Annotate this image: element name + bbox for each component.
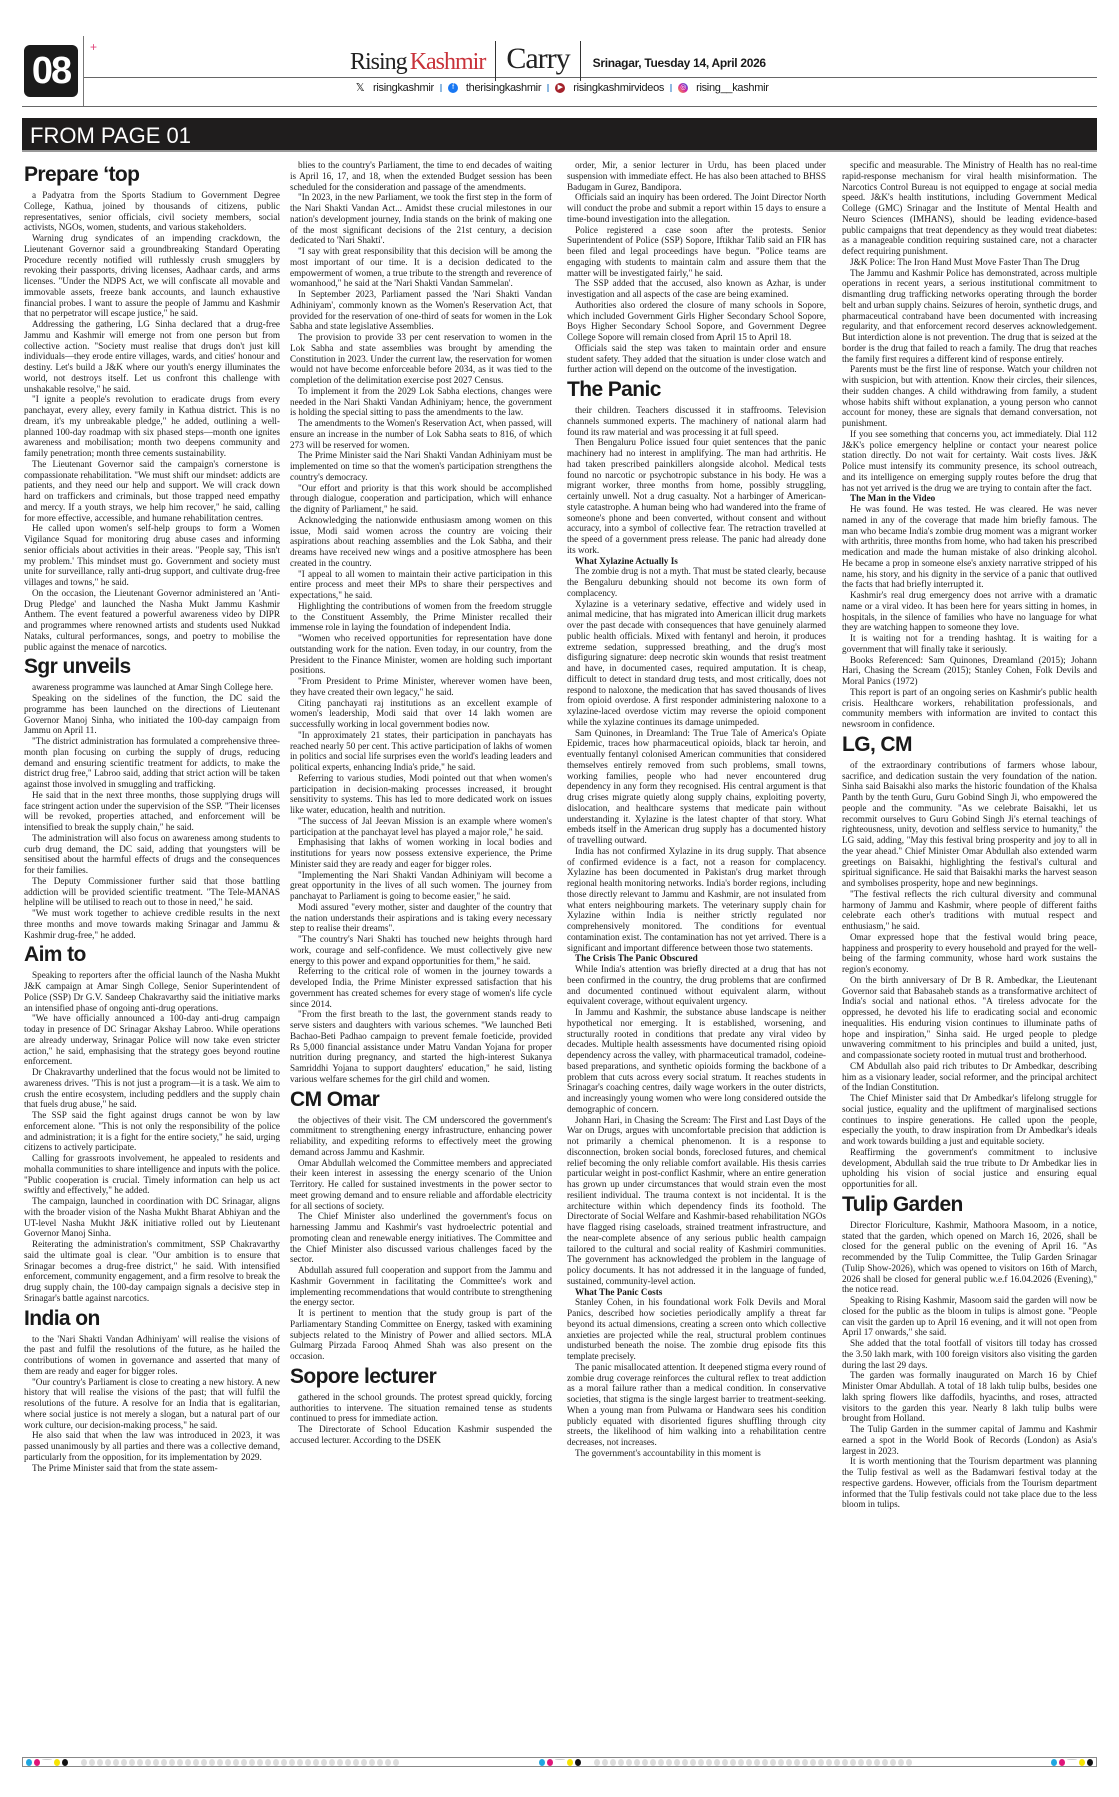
- article-paragraph: The provision to provide 33 per cent reservation to women in the Lok Sabha and state assemblies was brought by amending the Constitution in 2023. Under the current law, the reservation for women would not have become enforceable before 2034, as it was tied to the completion of the delimitation exercise post 2027 Census.: [290, 332, 552, 385]
- article-paragraph: It is worth mentioning that the Tourism department was planning the Tulip festival as well as the Badamwari festival today at the respective gardens. However, officials from the Tourism department informed that the Tulip festivals could not take place due to the less bloom in tulips.: [842, 1456, 1097, 1510]
- article-paragraph: The Lieutenant Governor said the campaign's cornerstone is compassionate rehabilitation. "We must shift our mindset: addicts are patients, and they need our help and support. We will crack down hard on traffickers and criminals, but those trapped need empathy and mercy. If a youth strays, we help him recover," he said, calling for more effective, accessible, and humane rehabilitation centres.: [24, 458, 280, 523]
- article-paragraph: Acknowledging the nationwide enthusiasm among women on this issue, Modi said women across the country are voicing their aspirations about reaching assemblies and the Lok Sabha, and their dreams have received new wings and a positive atmosphere has been created in the country.: [290, 514, 552, 568]
- article-paragraph: "From President to Prime Minister, wherever women have been, they have created their own legacy," he said.: [290, 676, 552, 697]
- article-paragraph: "Implementing the Nari Shakti Vandan Adhiniyam will become a great opportunity in the lives of all such women. The journey from panchayat to Parliament is going to become easier," he said.: [290, 869, 552, 901]
- instagram-icon: ◎: [678, 83, 688, 93]
- article-paragraph: awareness programme was launched at Amar Singh College here.: [32, 682, 274, 693]
- facebook-icon: f: [448, 83, 458, 93]
- article-subheading: What Xylazine Actually Is: [575, 555, 678, 566]
- divider: [670, 84, 672, 92]
- article-headline: The Panic: [567, 378, 661, 401]
- article-paragraph: Authorities also ordered the closure of many schools in Sopore, which included Government Girls Higher Secondary School Sopore, Boys Higher Secondary School Sopore, and Government Degree College Sopore will remain closed from April 15 to April 18.: [567, 299, 826, 342]
- article-paragraph: J&K Police: The Iron Hand Must Move Faster Than The Drug: [850, 256, 1080, 267]
- article-paragraph: Omar expressed hope that the festival would bring peace, happiness and prosperity to every household and prayed for the well-being of the farming community, whose hard work sustains the region's economy.: [842, 931, 1097, 974]
- article-paragraph: The government's accountability in this moment is: [575, 1447, 761, 1458]
- article-paragraph: Then Bengaluru Police issued four quiet sentences that the panic machinery had no interest in amplifying. The man had arthritis. He had taken prescribed painkillers alongside alcohol. Medical tests found no narcotic or psychotropic substance in his body. He was a migrant worker, three months from home, possibly struggling, certainly unwell. Not a drug casualty. Not a harbinger of American-style catastrophe. A human being who had wandered into the frame of someone's phone and been converted, without consent and without accuracy, into a symbol of collective fear. The retraction travelled at the speed of a government press release. The panic had already done its work.: [567, 437, 826, 555]
- article-paragraph: Dr Chakravarthy underlined that the focus would not be limited to awareness drives. "This is not just a program—it is a task. We aim to crush the entire ecosystem, including peddlers and the supply chain that fuels drug abuse," he said.: [24, 1067, 280, 1110]
- article-headline: Tulip Garden: [842, 1192, 963, 1216]
- header-rule-bottom: [22, 106, 1097, 107]
- column-4: [842, 160, 1097, 1742]
- article-paragraph: Kashmir's real drug emergency does not arrive with a dramatic name or a viral video. It has been here for years sitting in homes, in hospitals, in the silence of families who have no language for what they are watching happen to someone they love.: [842, 590, 1097, 633]
- social-handle[interactable]: risingkashmirvideos: [573, 82, 665, 94]
- article-paragraph: Speaking on the sidelines of the function, the DC said the programme has been launched on the directions of Lieutenant Governor Manoj Sinha, who initiated the 100-day campaign from Jammu on April 11.: [24, 693, 280, 736]
- header-rule: [84, 77, 1097, 78]
- article-paragraph: In September 2023, Parliament passed the 'Nari Shakti Vandan Adhiniyam', commonly known as the Women's Reservation Act, that provided for the reservation of one-third of seats for women in the Lok Sabha and state legislative Assemblies.: [290, 289, 552, 332]
- article-paragraph: "From the first breath to the last, the government stands ready to serve sisters and daughters with various schemes. "We launched Beti Bachao-Beti Padhao campaign to prevent female foeticide, provided Rs 5,000 financial assistance under Matru Vandan Yojana for proper nutrition during pregnancy, and started the high-interest Sukanya Samriddhi Yojana to support daughters' education," he said, listing various welfare schemes for the girl child and women.: [290, 1009, 552, 1084]
- article-paragraph: "In approximately 21 states, their participation in panchayats has reached nearly 50 per cent. This active participation of lakhs of women in politics and social life surprises even the world's leading leaders and political experts, enhancing India's pride," he said.: [290, 729, 552, 772]
- column-1: [24, 160, 280, 1742]
- article-paragraph: to the 'Nari Shakti Vandan Adhiniyam' will realise the visions of the past and fulfil the resolutions of the future, as he hailed the contributions of women in governance and asserted that many of them are ready and eager for bigger roles.: [24, 1333, 280, 1376]
- article-paragraph: Sam Quinones, in Dreamland: The True Tale of America's Opiate Epidemic, traces how pharmaceutical opioids, black tar heroin, and eventually fentanyl colonised American communities that considered themselves entirely removed from such problems, small towns, working families, people who had never encountered drug dependency in any form they recognised. His central argument is that drug crises migrate quietly along supply chains, exploiting poverty, dislocation, and healthcare systems that medicate pain without understanding it. Xylazine is the latest chapter of that story. What embeds itself in the American drug supply has a documented history of travelling outward.: [567, 727, 826, 845]
- article-paragraph: "The district administration has formulated a comprehensive three-month plan focusing on curbing the supply of drugs, reducing demand and ensuring scientific treatment for addicts, to make the district drug free," Labroo said, adding that strict action will be taken against those involved in smuggling and trafficking.: [24, 736, 280, 789]
- article-subheading: The Man in the Video: [850, 493, 936, 504]
- article-paragraph: Addressing the gathering, LG Sinha declared that a drug-free Jammu and Kashmir will emerge not from one person but from collective action. "Society must realise that drugs don't just kill individuals—they erode entire villages, wards, and cities' honour and destiny. Let's build a J&K where our youth's energy illuminates the world, not destroys itself. Let us confront this challenge with unshakable resolve," he said.: [24, 319, 280, 394]
- article-paragraph: The Chief Minister also underlined the government's focus on harnessing Jammu and Kashmir's vast hydroelectric potential and promoting clean and renewable energy initiatives. The Committee and the Chief Minister also discussed various challenges faced by the sector.: [290, 1211, 552, 1265]
- article-paragraph: "I appeal to all women to maintain their active participation in this entire process and meet their MPs to share their perspectives and expectations," he said.: [290, 568, 552, 600]
- article-paragraph: Omar Abdullah welcomed the Committee members and appreciated their keen interest in assessing the energy scenario of the Union Territory. He called for sustained investments in the power sector to meet growing demand and to ensure reliable and affordable electricity for all sections of society.: [290, 1157, 552, 1211]
- grey-dots: [584, 1759, 1049, 1766]
- article-paragraph: Highlighting the contributions of women from the freedom struggle to the Constituent Assembly, the Prime Minister recalled their immense role in laying the foundation of independent India.: [290, 600, 552, 633]
- article-paragraph: The Prime Minister said the Nari Shakti Vandan Adhiniyam must be implemented on time so that the women's participation strengthens the country's democracy.: [290, 450, 552, 482]
- article-paragraph: It is waiting not for a trending hashtag. It is waiting for a government that will finally take it seriously.: [842, 633, 1097, 654]
- article-paragraph: Citing panchayati raj institutions as an excellent example of women's leadership, Modi said that over 14 lakh women are successfully working in local government bodies now.: [290, 697, 552, 729]
- social-handle[interactable]: therisingkashmir: [465, 82, 542, 94]
- dateline: Srinagar, Tuesday 14, April 2026: [592, 56, 766, 70]
- article-paragraph: This report is part of an ongoing series on Kashmir's public health crisis. Healthcare workers, rehabilitation professionals, and community members with information are invited to contact this newsroom in confidence.: [842, 686, 1097, 729]
- divider: [547, 84, 549, 92]
- article-paragraph: He also said that when the law was introduced in 2023, it was passed unanimously by all parties and there was a collective demand, particularly from the opposition, for its implementation by 2029.: [24, 1430, 280, 1462]
- article-paragraph: The panic misallocated attention. It deepened stigma every round of zombie drug coverage reinforces the cultural reflex to treat addiction as a moral failure rather than a medical condition. In conservative societies, that stigma is the single largest barrier to treatment-seeking. When a young man from Pulwama or Handwara sees his condition publicly equated with disoriented figures shuffling through city streets, the likelihood of him walking into a rehabilitation centre decreases, not increases.: [567, 1361, 826, 1447]
- article-paragraph: "Our country's Parliament is close to creating a new history. A new history that will realise the visions of the past; that will fulfil the resolutions of the future. A resolve for an India that is egalitarian, where social justice is not merely a slogan, but a natural part of our work culture, our decision-making process," he said.: [24, 1376, 280, 1430]
- youtube-icon: ▶: [555, 83, 565, 93]
- masthead-separator: [580, 41, 581, 81]
- article-headline: India on: [24, 1306, 100, 1330]
- social-handles: [355, 82, 769, 94]
- article-paragraph: On the birth anniversary of Dr B R. Ambedkar, the Lieutenant Governor said that Babasaheb stands as a transformative architect of India's social and national ethos. "A tireless advocate for the oppressed, he devoted his life to eradicating social and economic inequalities. His enduring vision continues to illuminate paths of hope and inspiration," Sinha said. He urged people to pledge unwavering commitment to his principles and build a united, just, and compassionate society rooted in mutual trust and brotherhood.: [842, 974, 1097, 1060]
- article-headline: Sopore lecturer: [290, 1364, 437, 1388]
- article-paragraph: Reaffirming the government's commitment to inclusive development, Abdullah said the true tribute to Dr Ambedkar lies in upholding his vision of social justice and ensuring equal opportunities for all.: [842, 1146, 1097, 1189]
- article-paragraph: India has not confirmed Xylazine in its drug supply. That absence of confirmed evidence is a fact, not a reason for complacency. Xylazine has been documented in Pakistan's drug market through regional health monitoring networks. India's border regions, including those directly relevant to Jammu and Kashmir, are not insulated from what enters neighbouring markets. The veterinary supply chain for Xylazine within India is neither strictly regulated nor comprehensively monitored. The conditions for eventual contamination exist. The contamination has not yet arrived. There is a significant and important difference between those two statements.: [567, 845, 826, 953]
- article-paragraph: their children. Teachers discussed it in staffrooms. Television channels summoned experts. The machinery of national alarm had found its raw material and was processing it at full speed.: [567, 405, 826, 437]
- article-paragraph: If you see something that concerns you, act immediately. Dial 112 J&K's police emergency helpline or contact your nearest police station directly. Do not wait for certainty. Wait costs lives. J&K Police must intensify its community presence, its school outreach, and its intelligence on emerging supply routes before the drug that has not yet arrived is the drug we are trying to contain after the fact.: [842, 428, 1097, 493]
- article-paragraph: It is pertinent to mention that the study group is part of the Parliamentary Standing Committee on Energy, tasked with examining subjects related to the Ministry of Power and allied sectors. MLA Gulmarg Pirzada Farooq Ahmed Shah was also present on the occasion.: [290, 1308, 552, 1361]
- section-banner: FROM PAGE 01: [22, 118, 1097, 152]
- article-paragraph: Xylazine is a veterinary sedative, effective and widely used in animal medicine, that has migrated into American illicit drug markets over the past decade with consequences that have genuinely alarmed public health officials. Mixed with fentanyl and heroin, it produces extreme sedation, suppressed breathing, and the drug's most disfiguring signature: deep necrotic skin wounds that resist treatment and have, in documented cases, required amputation. It is cheap, difficult to detect in standard drug tests, and most critically, does not respond to naloxone, the medication that has saved thousands of lives from opioid overdose. A first responder administering naloxone to a xylazine-laced overdose victim may reverse the opioid component while the xylazine continues its damage unimpeded.: [567, 598, 826, 727]
- article-paragraph: "The success of Jal Jeevan Mission is an example where women's participation at the panchayat level has played a major role," he said.: [290, 815, 552, 837]
- article-paragraph: To implement it from the 2029 Lok Sabha elections, changes were needed in the Nari Shakti Vandan Adhiniyam; hence, the government is holding the special sitting to pass the amendments to the law.: [290, 385, 552, 418]
- cmyk-marks: [23, 1759, 71, 1766]
- article-headline: Sgr unveils: [24, 655, 131, 679]
- article-paragraph: gathered in the school grounds. The protest spread quickly, forcing authorities to intervene. The situation remained tense as students continued to press for immediate action.: [290, 1391, 552, 1424]
- article-paragraph: order, Mir, a senior lecturer in Urdu, has been placed under suspension with immediate effect. He has also been attached to BHSS Badugam in Gurez, Bandipora.: [567, 160, 826, 192]
- article-paragraph: She added that the total footfall of visitors till today has crossed the 3.50 lakh mark, with 100 foreign visitors also visiting the garden during the last 29 days.: [842, 1338, 1097, 1370]
- article-paragraph: Reiterating the administration's commitment, SSP Chakravarthy said the ultimate goal is clear. "Our ambition is to ensure that Srinagar becomes a drug-free district," he said. With intensified enforcement, community engagement, and a firm resolve to break the drug supply chain, the 100-day campaign signals a decisive step in Srinagar's battle against narcotics.: [24, 1239, 280, 1303]
- article-paragraph: The Jammu and Kashmir Police has demonstrated, across multiple operations in recent years, a serious institutional commitment to dismantling drug trafficking networks operating through the border belt and urban supply chains. Seizures of heroin, synthetic drugs, and pharmaceutical contraband have been documented with increasing regularity, and that enforcement record deserves acknowledgement. But interdiction alone is not prevention. The drug that is seized at the border is the drug that failed to reach a family. The drug that reaches the family first requires a different kind of response entirely.: [842, 267, 1097, 364]
- masthead: [350, 42, 766, 76]
- article-paragraph: "I ignite a people's revolution to eradicate drugs from every panchayat, every alley, every family in Kathua district. This is no dream, it's my unbreakable pledge," he added, outlining a well-planned 100-day roadmap with six phased steps—month one ignites awareness and mobilisation; month two deepens community and family penetration; month three cements sustainability.: [24, 394, 280, 458]
- article-paragraph: The administration will also focus on awareness among students to curb drug demand, the DC said, adding that youngsters will be sensitised about the harmful effects of drugs and the consequences for their families.: [24, 832, 280, 875]
- article-paragraph: "Women who received opportunities for representation have done outstanding work for the nation. Even today, in our country, from the President to the Finance Minister, women are holding such important positions.: [290, 633, 552, 676]
- article-paragraph: Stanley Cohen, in his foundational work Folk Devils and Moral Panics, described how societies periodically amplify a threat far beyond its actual dimensions, creating a screen onto which collective anxieties are projected while the real, structural problem continues undisturbed beneath the noise. The zombie drug episode fits this template precisely.: [567, 1297, 826, 1361]
- article-paragraph: The Directorate of School Education Kashmir suspended the accused lecturer. According to the DSEK: [290, 1424, 552, 1445]
- article-paragraph: The SSP added that the accused, also known as Azhar, is under investigation and all aspects of the case are being examined.: [567, 278, 826, 299]
- article-paragraph: The Deputy Commissioner further said that those battling addiction will be provided scientific treatment. "The Tele-MANAS helpline will be utilised to reach out to those in need," he said.: [24, 875, 280, 908]
- article-paragraph: CM Abdullah also paid rich tributes to Dr Ambedkar, describing him as a visionary leader, social reformer, and the principal architect of the Indian Constitution.: [842, 1060, 1097, 1093]
- article-paragraph: The Tulip Garden in the summer capital of Jammu and Kashmir earned a spot in the World Book of Records (London) as Asia's largest in 2023.: [842, 1424, 1097, 1456]
- x-icon: 𝕏: [355, 82, 365, 94]
- article-paragraph: Director Floriculture, Kashmir, Mathoora Masoom, in a notice, stated that the garden, which opened on March 16, 2026, shall be closed for the general public on the evening of April 16. "As recommended by the Tulip Committee, the Tulip Garden Srinagar (Tulip Show-2026), which was opened to visitors on 16th of March, 2026 shall be closed for general public w.e.f 16.04.2026 (Evening)," the notice read.: [842, 1219, 1097, 1295]
- article-paragraph: Referring to the critical role of women in the journey towards a developed India, the Prime Minister expressed satisfaction that his government has created schemes for every stage of women's life cycle since 2014.: [290, 966, 552, 1009]
- divider: [440, 84, 442, 92]
- social-handle[interactable]: risingkashmir: [373, 82, 434, 94]
- article-headline: CM Omar: [290, 1087, 380, 1111]
- article-paragraph: The campaign, launched in coordination with DC Srinagar, aligns with the broader vision of the Nasha Mukht Bharat Abhiyan and the UT-level Nasha Mukht J&K initiative rolled out by Lieutenant Governor Manoj Sinha.: [24, 1196, 280, 1239]
- article-paragraph: The SSP said the fight against drugs cannot be won by law enforcement alone. "This is not only the responsibility of the police and administration; it is a fight for the entire society," he said, urging citizens to actively participate.: [24, 1110, 280, 1153]
- article-paragraph: "The festival reflects the rich cultural diversity and communal harmony of Jammu and Kashmir, where people of different faiths celebrate each other's traditions with mutual respect and enthusiasm," he said.: [842, 888, 1097, 931]
- article-paragraph: The Prime Minister said that from the state assem-: [32, 1462, 218, 1473]
- article-paragraph: of the extraordinary contributions of farmers whose labour, sacrifice, and dedication sustain the very foundation of the nation. Sinha said Baisakhi also marks the historic foundation of the Khalsa Panth by the tenth Guru, Guru Gobind Singh Ji, who empowered the people and the community. "As we celebrate Baisakhi, let us recommit ourselves to Guru Gobind Singh Ji's eternal teachings of righteousness, unity, devotion and selfless service to humanity," the LG said, adding, "May this festival bring prosperity and joy to all in the year ahead." Chief Minister Omar Abdullah also extended warm greetings on Baisakhi, highlighting the festival's cultural and spiritual significance. He said that Baisakhi marks the harvest season and symbolises prosperity, hope and new beginnings.: [842, 759, 1097, 888]
- article-paragraph: Warning drug syndicates of an impending crackdown, the Lieutenant Governor said a groundbreaking Standard Operating Procedure recently notified will ruthlessly crush smugglers by revoking their passports, driving licenses, Aadhaar cards, and arms licenses. "Under the NDPS Act, we will confiscate all movable and immovable assets, freeze bank accounts, and launch exhaustive financial probes. I want to assure the people of Jammu and Kashmir that no perpetrator will escape justice," he said.: [24, 233, 280, 319]
- cmyk-marks: [536, 1759, 584, 1766]
- logo-kashmir: Kashmir: [409, 49, 486, 75]
- article-headline: Prepare ‘top: [24, 163, 140, 186]
- article-paragraph: "I say with great responsibility that this decision will be among the most important of our time. It is a decision dedicated to the empowerment of women, a true tribute to the strength and reverence of womanhood," he said at the 'Nari Shakti Vandan Sammelan'.: [290, 246, 552, 289]
- article-paragraph: The Chief Minister said that Dr Ambedkar's lifelong struggle for social justice, equality and the upliftment of marginalised sections continues to inspire generations. He called upon the people, especially the youth, to draw inspiration from Dr Ambedkar's ideals and work towards building a just and equitable society.: [842, 1093, 1097, 1146]
- article-paragraph: Referring to various studies, Modi pointed out that when women's participation in decision-making processes increased, it brought sensitivity to systems. This has led to more dedicated work on issues like water, education, health and nutrition.: [290, 772, 552, 815]
- article-paragraph: The zombie drug is not a myth. That must be stated clearly, because the Bengaluru debunking should not become its own form of complacency.: [567, 566, 826, 598]
- masthead-separator: [495, 41, 496, 81]
- article-paragraph: a Padyatra from the Sports Stadium to Government Degree College, Kathua, joined by thousands of citizens, public representatives, senior officials, civil society members, social activists, NGOs, women, students, and various stakeholders.: [24, 190, 280, 233]
- grey-dots: [71, 1759, 536, 1766]
- article-paragraph: Officials said the step was taken to maintain order and ensure student safety. They added that the situation is under close watch and further action will depend on the outcome of the investigation.: [567, 342, 826, 375]
- article-paragraph: Emphasising that lakhs of women working in local bodies and institutions for years now possess extensive experience, the Prime Minister said they are ready and eager for bigger roles.: [290, 837, 552, 869]
- article-paragraph: The amendments to the Women's Reservation Act, when passed, will ensure an increase in the number of Lok Sabha seats to 816, of which 273 will be reserved for women.: [290, 418, 552, 450]
- article-paragraph: He called upon women's self-help groups to form a Women Vigilance Squad for monitoring drug abuse cases and informing senior officials about activities in their areas. "People say, 'This isn't my problem.' This mindset must go. Government and society must unite for surveillance, rally anti-drug support, and cultivate drug-free villages and towns," he said.: [24, 523, 280, 587]
- article-paragraph: Books Referenced: Sam Quinones, Dreamland (2015); Johann Hari, Chasing the Scream (2015); Stanley Cohen, Folk Devils and Moral Panics (1972): [842, 654, 1097, 686]
- section-title: Carry: [506, 42, 570, 75]
- article-paragraph: Johann Hari, in Chasing the Scream: The First and Last Days of the War on Drugs, argues with uncomfortable precision that addiction is not primarily a chemical phenomenon. It is a response to disconnection, broken social bonds, foreclosed futures, and chemical relief becoming the only reliable comfort available. His thesis carries particular weight in post-conflict Kashmir, where an entire generation has grown up under circumstances that would strain even the most resilient individual. The trauma context is not incidental. It is the architecture within which dependency finds its foothold. The Directorate of Social Welfare and Kashmir-based rehabilitation NGOs have flagged rising caseloads, strained treatment infrastructure, and the near-complete absence of any serious public health campaign tailored to the cultural and social reality of Kashmiri communities. The government has acknowledged the problem in the language of policy documents. It has not addressed it in the language of funded, sustained, community-level action.: [567, 1114, 826, 1286]
- registration-mark-icon: +: [90, 40, 98, 54]
- article-paragraph: The garden was formally inaugurated on March 16 by Chief Minister Omar Abdullah. A total of 18 lakh tulip bulbs, besides one lakh spring flowers like daffodils, hyacinths, and roses, attracted visitors to the garden this year. Nearly 8 lakh tulip bulbs were brought from Holland.: [842, 1370, 1097, 1424]
- article-headline: Aim to: [24, 943, 86, 967]
- column-2: [290, 160, 552, 1742]
- article-paragraph: He said that in the next three months, those supplying drugs will face stringent action under the supervision of the SSP. "Their licenses will be revoked, properties attached, and enforcement will be intensified to break the supply chain," he said.: [24, 789, 280, 832]
- cmyk-marks: [1048, 1759, 1096, 1766]
- article-paragraph: He was found. He was tested. He was cleared. He was never named in any of the coverage that made him briefly famous. The man who became India's zombie drug moment was a migrant worker with arthritis, three months from home, who had taken his prescribed medication and made the human mistake of also drinking alcohol. He became a prop in someone else's anxiety narrative stripped of his name, his story, and his dignity in the service of a panic that outlived the facts that had briefly interrupted it.: [842, 504, 1097, 590]
- page-number: 08: [24, 45, 78, 97]
- article-paragraph: Speaking to reporters after the official launch of the Nasha Mukht J&K campaign at Amar Singh College, Senior Superintendent of Police (SSP) Dr G.V. Sandeep Chakravarthy said the initiative marks an intensified phase of ongoing anti-drug operations.: [24, 970, 280, 1013]
- article-paragraph: "Our effort and priority is that this work should be accomplished through dialogue, cooperation and participation, which will enhance the dignity of Parliament," he said.: [290, 482, 552, 514]
- article-paragraph: On the occasion, the Lieutenant Governor administered an 'Anti-Drug Pledge' and launched the Nasha Mukt Jammu Kashmir Anthem. The event featured a powerful awareness video by DIPR and programmes where renowned artists and students used Nukkad Nataks, cultural performances, songs, and poetry to mobilise the public against the menace of narcotics.: [24, 587, 280, 652]
- article-paragraph: "We have officially announced a 100-day anti-drug campaign today in presence of DC Srinagar Akshay Labroo. While operations are already underway, Srinagar Police will now take even stricter action," he said, emphasising that the strategy goes beyond routine enforcement.: [24, 1013, 280, 1067]
- article-subheading: The Crisis The Panic Obscured: [575, 953, 698, 964]
- article-paragraph: specific and measurable. The Ministry of Health has no real-time rapid-response mechanism for viral health misinformation. The Narcotics Control Bureau is not equipped to engage at social media speed. J&K's health institutions, including Government Medical College (GMC) Srinagar and the Institute of Mental Health and Neuro Sciences (IMHANS), should be leading evidence-based public campaigns that treat dependency as they would treat diabetes: as a manageable condition requiring sustained care, not a character defect requiring punishment.: [842, 160, 1097, 256]
- article-paragraph: blies to the country's Parliament, the time to end decades of waiting is April 16, 17, and 18, when the extended Budget session has been scheduled for the consideration and passage of the amendments.: [290, 160, 552, 192]
- article-paragraph: While India's attention was briefly directed at a drug that has not been confirmed in the country, the drug problems that are confirmed and documented continued without equivalent alarm, without equivalent coverage, without equivalent urgency.: [567, 964, 826, 1007]
- article-paragraph: Calling for grassroots involvement, he appealed to residents and mohalla communities to share intelligence and inputs with the police. "Public cooperation is crucial. Timely information can help us act swiftly and effectively," he added.: [24, 1153, 280, 1196]
- article-paragraph: the objectives of their visit. The CM underscored the government's commitment to strengthening energy infrastructure, enhancing power reliability, and expediting reforms to effectively meet the growing demand across Jammu and Kashmir.: [290, 1114, 552, 1157]
- article-headline: LG, CM: [842, 732, 912, 756]
- column-3: [567, 160, 826, 1742]
- article-paragraph: Officials said an inquiry has been ordered. The Joint Director North will conduct the probe and submit a report within 15 days to ensure a time-bound investigation into the allegation.: [567, 192, 826, 224]
- color-registration-strip: [22, 1757, 1097, 1767]
- article-paragraph: "The country's Nari Shakti has touched new heights through hard work, courage and self-confidence. We must collectively give new energy to this power and expand opportunities for them," he said.: [290, 934, 552, 966]
- article-paragraph: Speaking to Rising Kashmir, Masoom said the garden will now be closed for the public as the bloom in tulips is almost gone. "People can visit the garden up to April 16 evening, and it will not open from April 17 onwards," she said.: [842, 1295, 1097, 1338]
- article-paragraph: "In 2023, in the new Parliament, we took the first step in the form of the Nari Shakti Vandan Act... Amidst these crucial milestones in our nation's development journey, India stands on the brink of making one of the most significant decisions of the 21st century, a decision dedicated to 'Nari Shakti'.: [290, 192, 552, 246]
- article-paragraph: Police registered a case soon after the protests. Senior Superintendent of Police (SSP) Sopore, Iftikhar Talib said an FIR has been filed and legal proceedings have begun. "Police teams are engaging with students to maintain calm and assure them that the matter will be investigated fairly," he said.: [567, 224, 826, 278]
- article-paragraph: In Jammu and Kashmir, the substance abuse landscape is neither hypothetical nor emerging. It is established, worsening, and structurally rooted in conditions that predate any viral video by decades. Multiple health assessments have documented rising opioid dependency across the valley, with pharmaceutical tramadol, codeine-based preparations, and synthetic opioids forming the backbone of a problem that cuts across every social stratum. It reaches students in Srinagar's coaching centres, daily wage workers in the outer districts, and increasingly young women who were long considered outside the demographic of concern.: [567, 1007, 826, 1114]
- article-paragraph: Modi assured "every mother, sister and daughter of the country that the nation understands their aspirations and is taking every necessary step to realise their dreams".: [290, 901, 552, 934]
- header-divider: [83, 36, 84, 107]
- logo-rising: Rising: [350, 49, 407, 75]
- social-handle[interactable]: rising__kashmir: [696, 82, 769, 94]
- article-subheading: What The Panic Costs: [575, 1286, 663, 1297]
- article-paragraph: Parents must be the first line of response. Watch your children not with suspicion, but with attention. Know their circles, their silences, their sudden changes. A child withdrawing from family, a student whose habits shift without explanation, a young person who cannot account for money, these are signals that demand conversation, not punishment.: [842, 364, 1097, 428]
- article-paragraph: Abdullah assured full cooperation and support from the Jammu and Kashmir Government in facilitating the Committee's work and implementing recommendations that would contribute to strengthening the energy sector.: [290, 1265, 552, 1308]
- article-paragraph: "We must work together to achieve credible results in the next three months and move towards making Srinagar and Jammu & Kashmir drug-free," he added.: [24, 908, 280, 940]
